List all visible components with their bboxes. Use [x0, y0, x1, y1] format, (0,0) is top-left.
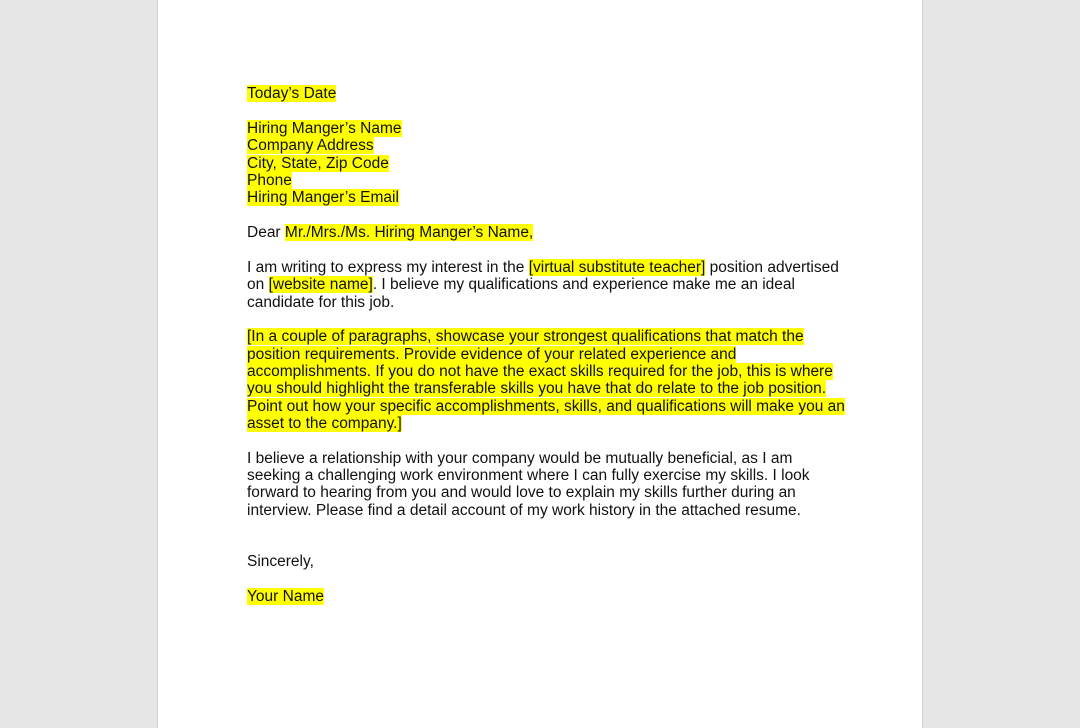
website-placeholder: [website name] — [268, 276, 373, 294]
intro-text-1: I am writing to express my interest in the — [247, 259, 529, 277]
recipient-phone: Phone — [247, 172, 292, 190]
recipient-address: Company Address — [247, 137, 374, 155]
date-line — [247, 85, 847, 102]
signature-name: Your Name — [247, 588, 324, 606]
document-page — [157, 0, 923, 728]
body-placeholder: [In a couple of paragraphs, showcase your strongest qualifications that match the position requirements. Provide evidence of your related experience and accomplishments. If you do not have the exact skills required for the job, this is where you should highlight the transferable skills you have that do relate to the job position. Point out how your specific accomplishments, skills, and qualifications will make you an asset to the company.] — [247, 328, 845, 433]
recipient-city-state-zip: City, State, Zip Code — [247, 154, 389, 172]
sign-off: Sincerely, — [247, 553, 314, 571]
recipient-email: Hiring Manger’s Email — [247, 189, 399, 207]
intro-text-2: position advertised on — [247, 259, 839, 294]
closing-paragraph: I believe a relationship with your company would be mutually beneficial, as I am seeking a challenging work environment where I can fully exercise my skills. I look forward to hearing from you and would love to explain my skills further during an interview. Please find a detail account of my work history in the attached resume. — [247, 449, 810, 519]
salutation-name: Mr./Mrs./Ms. Hiring Manger’s Name, — [284, 224, 534, 242]
letter-body — [247, 85, 847, 606]
signature-line — [247, 588, 847, 605]
recipient-block — [247, 120, 847, 207]
body-placeholder-paragraph — [247, 328, 847, 432]
intro-text-3: . I believe my qualifications and experience make me an ideal candidate for this job. — [247, 276, 795, 311]
salutation — [247, 224, 847, 241]
salutation-prefix: Dear — [247, 224, 285, 242]
recipient-name: Hiring Manger’s Name — [247, 119, 402, 137]
date-placeholder: Today’s Date — [247, 85, 337, 102]
intro-paragraph — [247, 259, 847, 311]
position-placeholder: [virtual substitute teacher] — [528, 259, 706, 277]
